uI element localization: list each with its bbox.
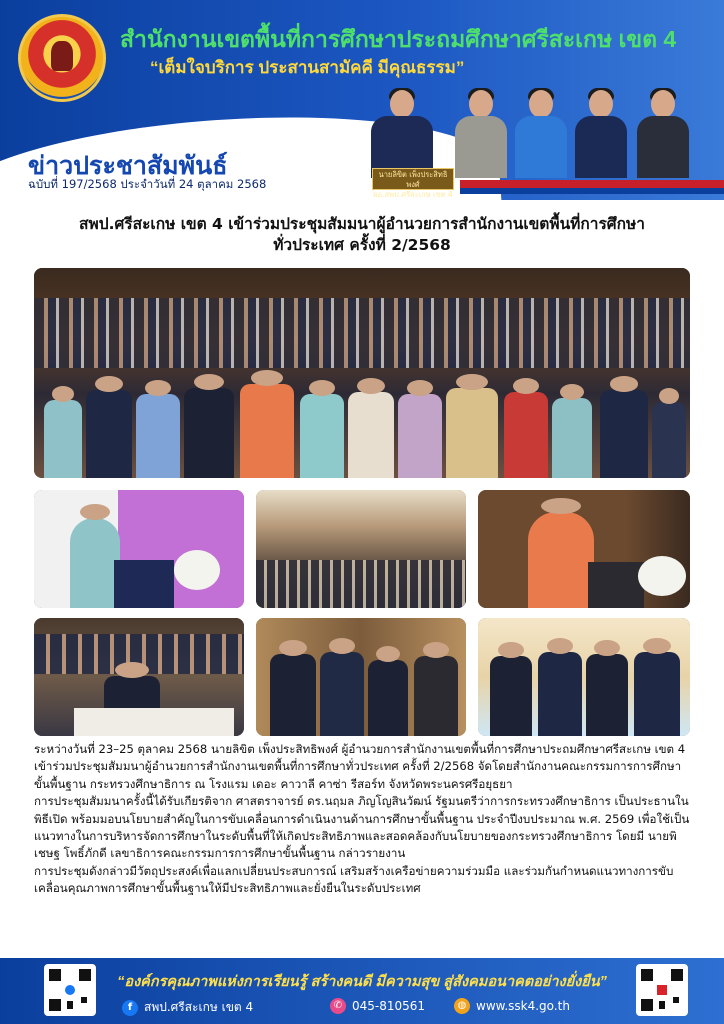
official-director xyxy=(367,90,437,178)
facebook-icon: f xyxy=(122,1000,138,1016)
headline-line-2: ทั่วประเทศ ครั้งที่ 2/2568 xyxy=(273,236,451,254)
director-name-badge xyxy=(372,168,454,199)
footer-website[interactable] xyxy=(454,998,570,1014)
photo-speaker-woman xyxy=(34,490,244,608)
badge-title: ผอ.สพป.ศรีสะเกษ เขต 4 xyxy=(373,190,453,199)
photo-officials-standing xyxy=(256,618,466,736)
phone-icon: ✆ xyxy=(330,998,346,1014)
official-4 xyxy=(571,90,631,178)
news-headline xyxy=(40,214,684,256)
phone-number: 045-810561 xyxy=(352,999,426,1013)
ribbon-red xyxy=(460,180,724,188)
photo-audience-seated xyxy=(34,618,244,736)
body-paragraph-2: การประชุมสัมมนาครั้งนี้ได้รับเกียรติจาก ศาสตราจารย์ ดร.นฤมล ภิญโญสินวัฒน์ รัฐมนตรีว่าการกระทรวงศึกษาธิการ เป็นประธานในพิธีเปิด พร้อมมอบนโยบายสำคัญในการขับเคลื่อนการดำเนินงานด้านการศึกษาขั้นพื้นฐาน ประจำปีงบประมาณ พ.ศ. 2569 เพื่อใช้เป็นแนวทางในการบริหารจัดการศึกษาในระดับพื้นที่ให้เกิดประสิทธิภาพและสอดคล้องกับนโยบายของกระทรวงศึกษาธิการ โดยมี นายพิเชษฐ โพธิ์ภักดี เลขาธิการคณะกรรมการการศึกษาขั้นพื้นฐาน กล่าวรายงาน xyxy=(34,794,690,861)
pr-title: ข่าวประชาสัมพันธ์ xyxy=(28,152,228,180)
website-url: www.ssk4.go.th xyxy=(476,999,570,1013)
globe-icon: ◍ xyxy=(454,998,470,1014)
qr-code-website-icon xyxy=(636,964,688,1016)
footer-phone[interactable] xyxy=(330,998,425,1014)
facebook-page-name: สพป.ศรีสะเกษ เขต 4 xyxy=(144,1000,254,1014)
org-slogan: “เต็มใจบริการ ประสานสามัคคี มีคุณธรรม” xyxy=(150,58,465,77)
body-paragraph-1: ระหว่างวันที่ 23–25 ตุลาคม 2568 นายลิขิต เพ็งประสิทธิพงศ์ ผู้อำนวยการสำนักงานเขตพื้นที่การศึกษาประถมศึกษาศรีสะเกษ เขต 4 เข้าร่วมประชุมสัมมนาผู้อำนวยการสำนักงานเขตพื้นที่การศึกษาทั่วประเทศ ครั้งที่ 2/2568 จัดโดยสำนักงานคณะกรรมการการศึกษาขั้นพื้นฐาน กระทรวงศึกษาธิการ ณ โรงแรม เดอะ คาวาลี คาซ่า รีสอร์ท จังหวัดพระนครศรีอยุธยา xyxy=(34,742,686,791)
footer-slogan: “องค์กรคุณภาพแห่งการเรียนรู้ สร้างคนดี มีความสุข สู่สังคมอนาคตอย่างยั่งยืน” xyxy=(117,974,607,990)
ribbon-blue xyxy=(460,188,724,194)
headline-line-1: สพป.ศรีสะเกษ เขต 4 เข้าร่วมประชุมสัมมนาผู้อำนวยการสำนักงานเขตพื้นที่การศึกษา xyxy=(79,215,645,233)
official-2 xyxy=(451,90,511,178)
officials-group-photo xyxy=(365,86,705,178)
badge-name: นายลิขิต เพ็งประสิทธิพงศ์ xyxy=(378,170,448,189)
news-body xyxy=(34,741,694,898)
org-title: สำนักงานเขตพื้นที่การศึกษาประถมศึกษาศรีสะเกษ เขต 4 xyxy=(120,26,677,52)
official-5 xyxy=(633,90,693,178)
body-paragraph-3: การประชุมดังกล่าวมีวัตถุประสงค์เพื่อแลกเปลี่ยนประสบการณ์ เสริมสร้างเครือข่ายความร่วมมือ และร่วมกันกำหนดแนวทางการขับเคลื่อนคุณภาพการศึกษาขั้นพื้นฐานให้มีประสิทธิภาพและยั่งยืนในระดับประเทศ xyxy=(34,863,674,896)
photo-group-backdrop xyxy=(478,618,690,736)
official-3 xyxy=(511,90,571,178)
photo-speaker-man xyxy=(478,490,690,608)
group-photo-main xyxy=(34,268,690,478)
issue-line: ฉบับที่ 197/2568 ประจำวันที่ 24 ตุลาคม 2568 xyxy=(28,177,267,191)
footer-facebook[interactable] xyxy=(122,998,253,1017)
obec-logo xyxy=(18,14,106,102)
qr-code-icon xyxy=(44,964,96,1016)
photo-conference-hall xyxy=(256,490,466,608)
